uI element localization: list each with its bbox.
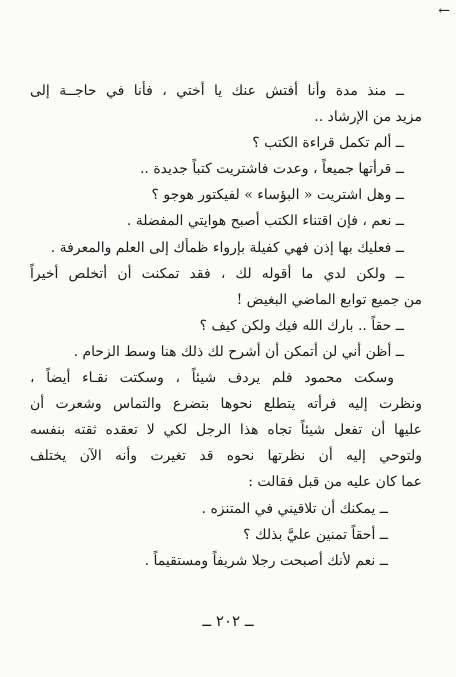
text-line: ــ فعليك بها إذن فهي كفيلة بإرواء ظمأك إلى العلم والمعرفة . bbox=[50, 239, 404, 256]
text-line: عليها أن تفعل شيئاً تجاه هذا الرجل لكي لا تعقده ثقته بنفسه bbox=[30, 422, 422, 439]
page-text bbox=[30, 78, 422, 574]
page-number: ــ ٢٠٢ ــ bbox=[202, 612, 254, 630]
text-line: ــ ألم تكمل قراءة الكتب ؟ bbox=[252, 135, 404, 152]
text-line: ــ أظن أني لن أتمكن أن أشرح لك ذلك هنا وسط الزحام . bbox=[73, 343, 404, 360]
text-line: ــ نعم ، فإن اقتناء الكتب أصبح هوايتي المفضلة . bbox=[126, 213, 404, 230]
text-line: ــ منذ مدة وأنا أفتش عنك يا أختي ، فأنا في حاجــة إلى bbox=[30, 83, 404, 99]
text-line: ــ قرأتها جميعاً ، وعدت فاشتريت كتباً جديدة .. bbox=[139, 161, 404, 178]
text-line: ــ ولكن لدي ما أقوله لك ، فقد تمكنت أن أتخلص أخيراً bbox=[30, 265, 404, 282]
text-line: ــ حقاً .. بارك الله فيك ولكن كيف ؟ bbox=[199, 317, 404, 334]
text-line: وسكت محمود فلم يردف شيئاً ، وسكتت نقـاء أيضاً ، bbox=[30, 370, 394, 387]
text-line: ــ وهل اشتريت « البؤساء » لفيكتور هوجو ؟ bbox=[151, 187, 404, 204]
text-line: ــ أحقاً تمنين عليَّ بذلك ؟ bbox=[243, 526, 388, 543]
corner-arrow-icon: ← bbox=[438, 3, 450, 19]
text-line: من جميع توابع الماضي البغيض ! bbox=[236, 291, 422, 308]
text-line: ولتوحي إليه أن نظرتها نحوه قد تغيرت وأنه الآن يختلف bbox=[30, 448, 422, 465]
text-line: مزيد من الإرشاد .. bbox=[314, 109, 422, 126]
text-line: ــ نعم لأنك أصبحت رجلا شريفاً ومستقيماً . bbox=[144, 552, 388, 569]
text-line: ونظرت إليه فرأته يتطلع نحوها بتضرع والتماس وشعرت أن bbox=[30, 396, 422, 413]
text-line: ــ يمكنك أن تلاقيني في المتنزه . bbox=[201, 500, 388, 517]
text-line: عما كان عليه من قبل فقالت : bbox=[248, 474, 422, 491]
